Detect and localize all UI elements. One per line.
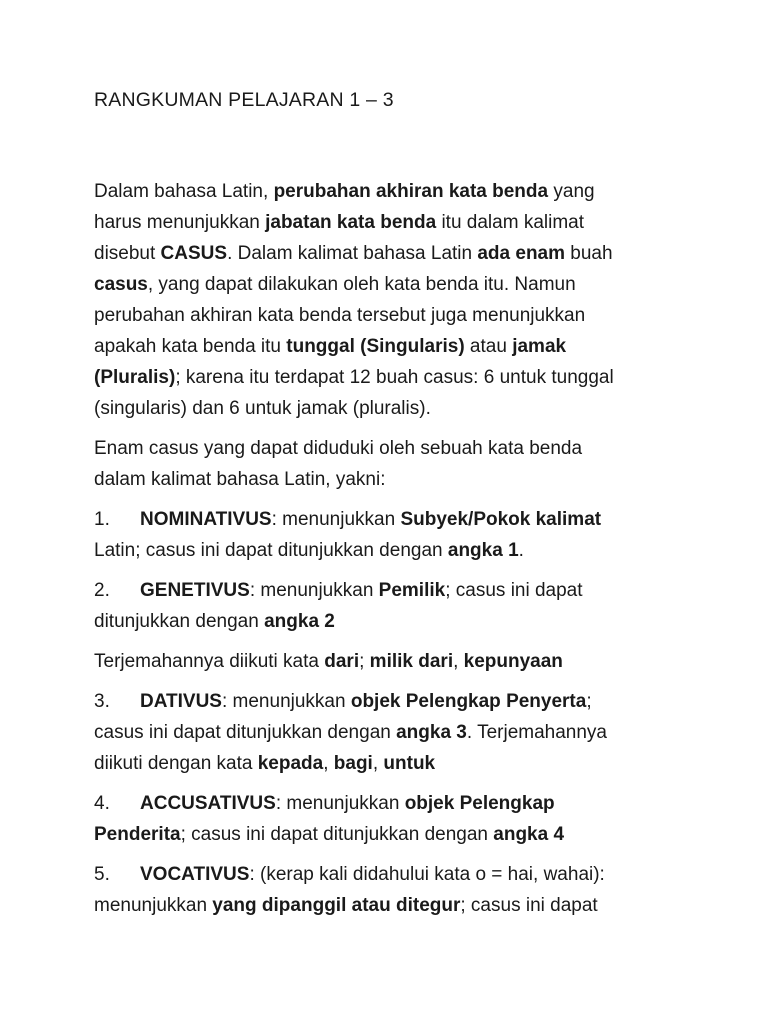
text-line: apakah kata benda itu tunggal (Singularis) atau jamak [94, 336, 567, 357]
text-line: (singularis) dan 6 untuk jamak (pluralis). [94, 398, 431, 419]
list-number: 1. [94, 509, 110, 530]
text-line: diikuti dengan kata kepada, bagi, untuk [94, 753, 436, 774]
text-line: 3. DATIVUS: menunjukkan objek Pelengkap Penyerta; [94, 686, 694, 717]
text-line: Penderita; casus ini dapat ditunjukkan dengan angka 4 [94, 824, 565, 845]
text-line: 2. GENETIVUS: menunjukkan Pemilik; casus ini dapat [94, 575, 694, 606]
text-line: casus ini dapat ditunjukkan dengan angka 3. Terjemahannya [94, 722, 607, 743]
text-line: ditunjukkan dengan angka 2 [94, 611, 335, 632]
list-item-dativus [94, 686, 694, 779]
text-line: Enam casus yang dapat diduduki oleh sebuah kata benda [94, 438, 583, 459]
list-item-nominativus [94, 504, 694, 566]
terjemahan-paragraph [94, 646, 694, 677]
text-line: menunjukkan yang dipanggil atau ditegur; casus ini dapat [94, 895, 598, 916]
list-item-accusativus [94, 788, 694, 850]
text-line: harus menunjukkan jabatan kata benda itu dalam kalimat [94, 212, 585, 233]
list-number: 4. [94, 793, 110, 814]
intro-paragraph [94, 176, 694, 424]
list-item-genetivus [94, 575, 694, 637]
text-line: 4. ACCUSATIVUS: menunjukkan objek Pelengkap [94, 788, 694, 819]
list-number: 5. [94, 864, 110, 885]
text-line: Terjemahannya diikuti kata dari; milik dari, kepunyaan [94, 651, 563, 672]
text-line: (Pluralis); karena itu terdapat 12 buah casus: 6 untuk tunggal [94, 367, 614, 388]
text-line: disebut CASUS. Dalam kalimat bahasa Latin ada enam buah [94, 243, 613, 264]
page-title: RANGKUMAN PELAJARAN 1 – 3 [94, 89, 394, 111]
text-line: Dalam bahasa Latin, perubahan akhiran kata benda yang [94, 181, 595, 202]
enam-casus-paragraph [94, 433, 694, 495]
text-line: 1. NOMINATIVUS: menunjukkan Subyek/Pokok kalimat [94, 504, 694, 535]
text-line: Latin; casus ini dapat ditunjukkan dengan angka 1. [94, 540, 524, 561]
list-number: 2. [94, 580, 110, 601]
text-line: dalam kalimat bahasa Latin, yakni: [94, 469, 386, 490]
text-line: perubahan akhiran kata benda tersebut juga menunjukkan [94, 305, 586, 326]
text-line: casus, yang dapat dilakukan oleh kata benda itu. Namun [94, 274, 576, 295]
list-number: 3. [94, 691, 110, 712]
document-body [94, 176, 694, 930]
text-line: 5. VOCATIVUS: (kerap kali didahului kata o = hai, wahai): [94, 859, 694, 890]
list-item-vocativus [94, 859, 694, 921]
